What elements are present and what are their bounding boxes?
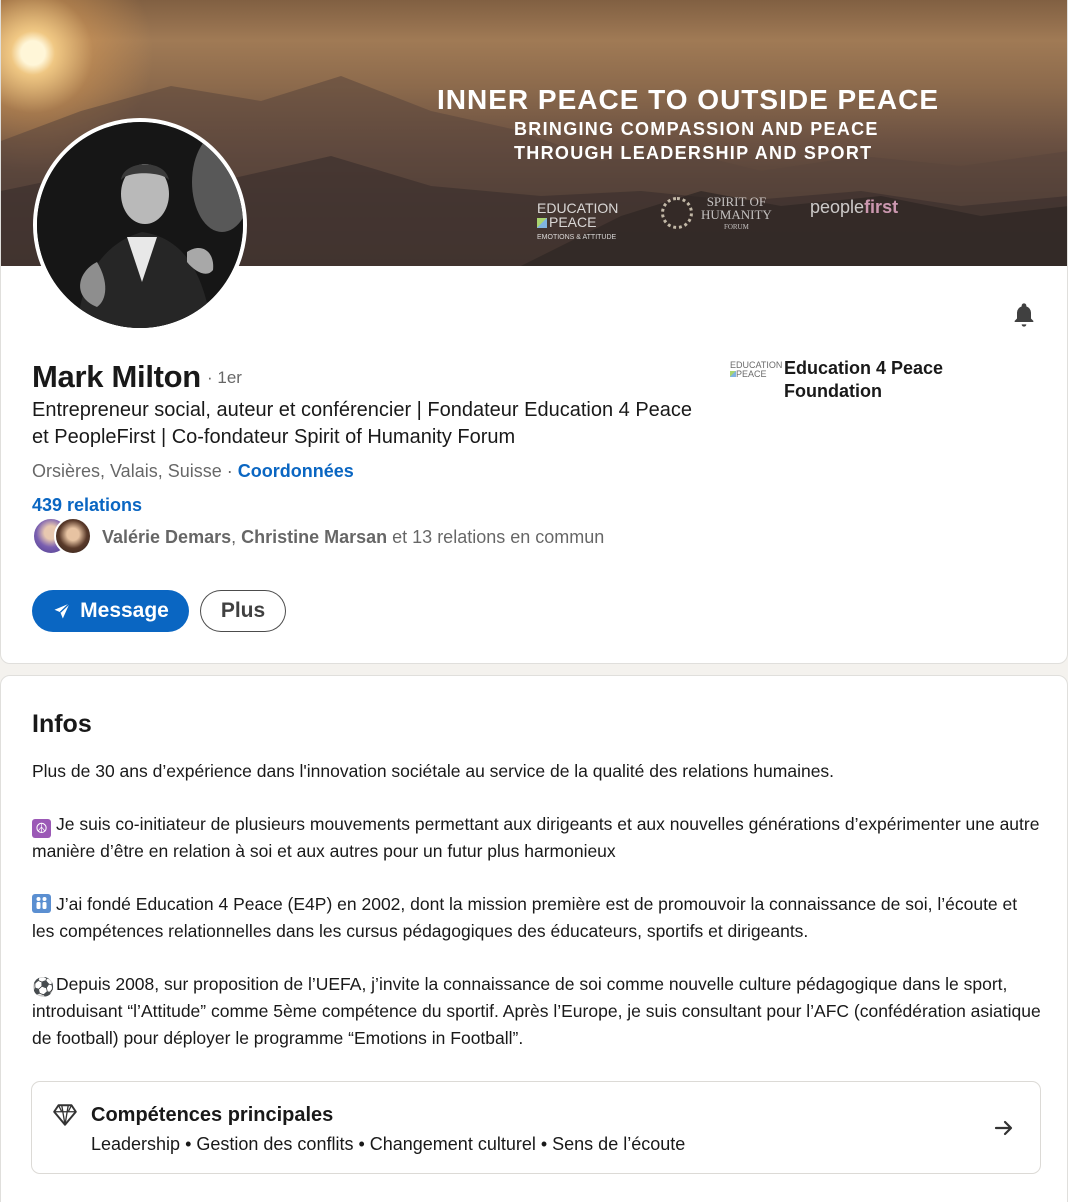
- pf-logo-text-a: people: [810, 197, 865, 217]
- mutual-rest: et 13 relations en commun: [387, 527, 605, 547]
- section-heading: Infos: [32, 710, 92, 738]
- diamond-icon: [52, 1102, 78, 1128]
- avatar: [54, 517, 92, 555]
- contact-info-link[interactable]: Coordonnées: [237, 461, 354, 481]
- pf-logo-text-b: first: [864, 197, 899, 217]
- about-paragraph-2: [32, 811, 1042, 865]
- mutual-connections[interactable]: [32, 517, 732, 557]
- about-paragraph-4: [32, 971, 1042, 1052]
- soh-logo-text-2: HUMANITY: [701, 207, 772, 222]
- about-paragraph-1: Plus de 30 ans d’expérience dans l'innovation sociétale au service de la qualité des relations humaines.: [32, 761, 835, 781]
- message-button[interactable]: [32, 590, 189, 632]
- top-skills-card[interactable]: [31, 1081, 1041, 1174]
- current-company[interactable]: [730, 357, 1030, 407]
- mutual-connections-text[interactable]: [102, 527, 604, 548]
- soh-logo-text-1: SPIRIT OF: [706, 194, 767, 209]
- profile-location: Orsières, Valais, Suisse: [32, 461, 222, 481]
- soh-logo-text-3: FORUM: [723, 223, 749, 231]
- location-separator: ·: [226, 461, 233, 481]
- about-paragraph-2-text: Je suis co-initiateur de plusieurs mouvements permettant aux dirigeants et aux nouvelles générations d’expérimenter une autre manière d’être en relation à soi et aux autres pour un futur plus harmonieux: [32, 814, 1040, 861]
- soccer-ball-icon: ⚽: [32, 977, 55, 997]
- more-button[interactable]: Plus: [200, 590, 286, 632]
- connections-link[interactable]: 439 relations: [32, 495, 143, 515]
- company-logo-text-1: EDUCATION: [730, 360, 783, 370]
- banner-title: INNER PEACE TO OUTSIDE PEACE: [437, 84, 940, 115]
- mutual-comma: ,: [231, 527, 242, 547]
- education-peace-logo: [537, 201, 619, 241]
- arrow-right-icon[interactable]: [992, 1116, 1016, 1140]
- location-line: [32, 461, 354, 482]
- notification-bell-button[interactable]: [1007, 298, 1041, 332]
- company-logo-text-2: PEACE: [736, 369, 767, 379]
- company-logo: [730, 360, 783, 383]
- peace-icon: ☮: [32, 819, 51, 838]
- e4p-logo-text-2: PEACE: [549, 214, 597, 230]
- e4p-logo-text-1: EDUCATION: [537, 200, 619, 216]
- about-section: [0, 675, 1068, 1202]
- soh-swirl-icon: [661, 197, 693, 229]
- mutual-name-1: Valérie Demars: [102, 527, 232, 547]
- family-glyph: [32, 894, 51, 913]
- e4p-logo-text-3: EMOTIONS & ATTITUDE: [537, 234, 617, 241]
- send-icon: [52, 601, 72, 621]
- company-name: Education 4 Peace Foundation: [784, 358, 944, 401]
- family-icon: [32, 894, 51, 913]
- about-paragraph-4-text: Depuis 2008, sur proposition de l’UEFA, j’invite la connaissance de soi comme nouvelle culture pédagogique dans le sport, introduisant “l’Attitude” comme 5ème compétence du sportif. Après l’Europe, je suis consultant pour l’AFC (confédération asiatique de football) pour déployer le programme “Emotions in Football”.: [32, 974, 1041, 1048]
- about-paragraph-3-text: J’ai fondé Education 4 Peace (E4P) en 2002, dont la mission première est de promouvoir la connaissance de soi, l’écoute et les compétences relationnelles dans les cursus pédagogiques des éducateurs, sportifs et dirigeants.: [32, 894, 1018, 941]
- profile-headline: Entrepreneur social, auteur et conférencier | Fondateur Education 4 Peace et PeopleFirst | Co-fondateur Spirit of Humanity Forum: [32, 399, 693, 448]
- e4p-logo-mark: [537, 218, 547, 228]
- profile-avatar[interactable]: [33, 118, 247, 332]
- bell-icon: [1010, 301, 1038, 329]
- profile-name: Mark Milton: [32, 359, 201, 394]
- connection-degree: · 1er: [207, 368, 242, 387]
- spirit-of-humanity-logo: [661, 195, 781, 235]
- mutual-name-2: Christine Marsan: [241, 527, 388, 547]
- banner-subtitle-2: THROUGH LEADERSHIP AND SPORT: [514, 143, 873, 163]
- skills-list: Leadership • Gestion des conflits • Changement culturel • Sens de l’écoute: [91, 1134, 686, 1154]
- banner-subtitle-1: BRINGING COMPASSION AND PEACE: [514, 119, 879, 139]
- skills-title: Compétences principales: [91, 1104, 334, 1126]
- peoplefirst-logo: [810, 197, 898, 218]
- avatar-photo: [37, 122, 243, 328]
- message-button-label: Message: [80, 599, 169, 622]
- about-paragraph-3: [32, 891, 1042, 945]
